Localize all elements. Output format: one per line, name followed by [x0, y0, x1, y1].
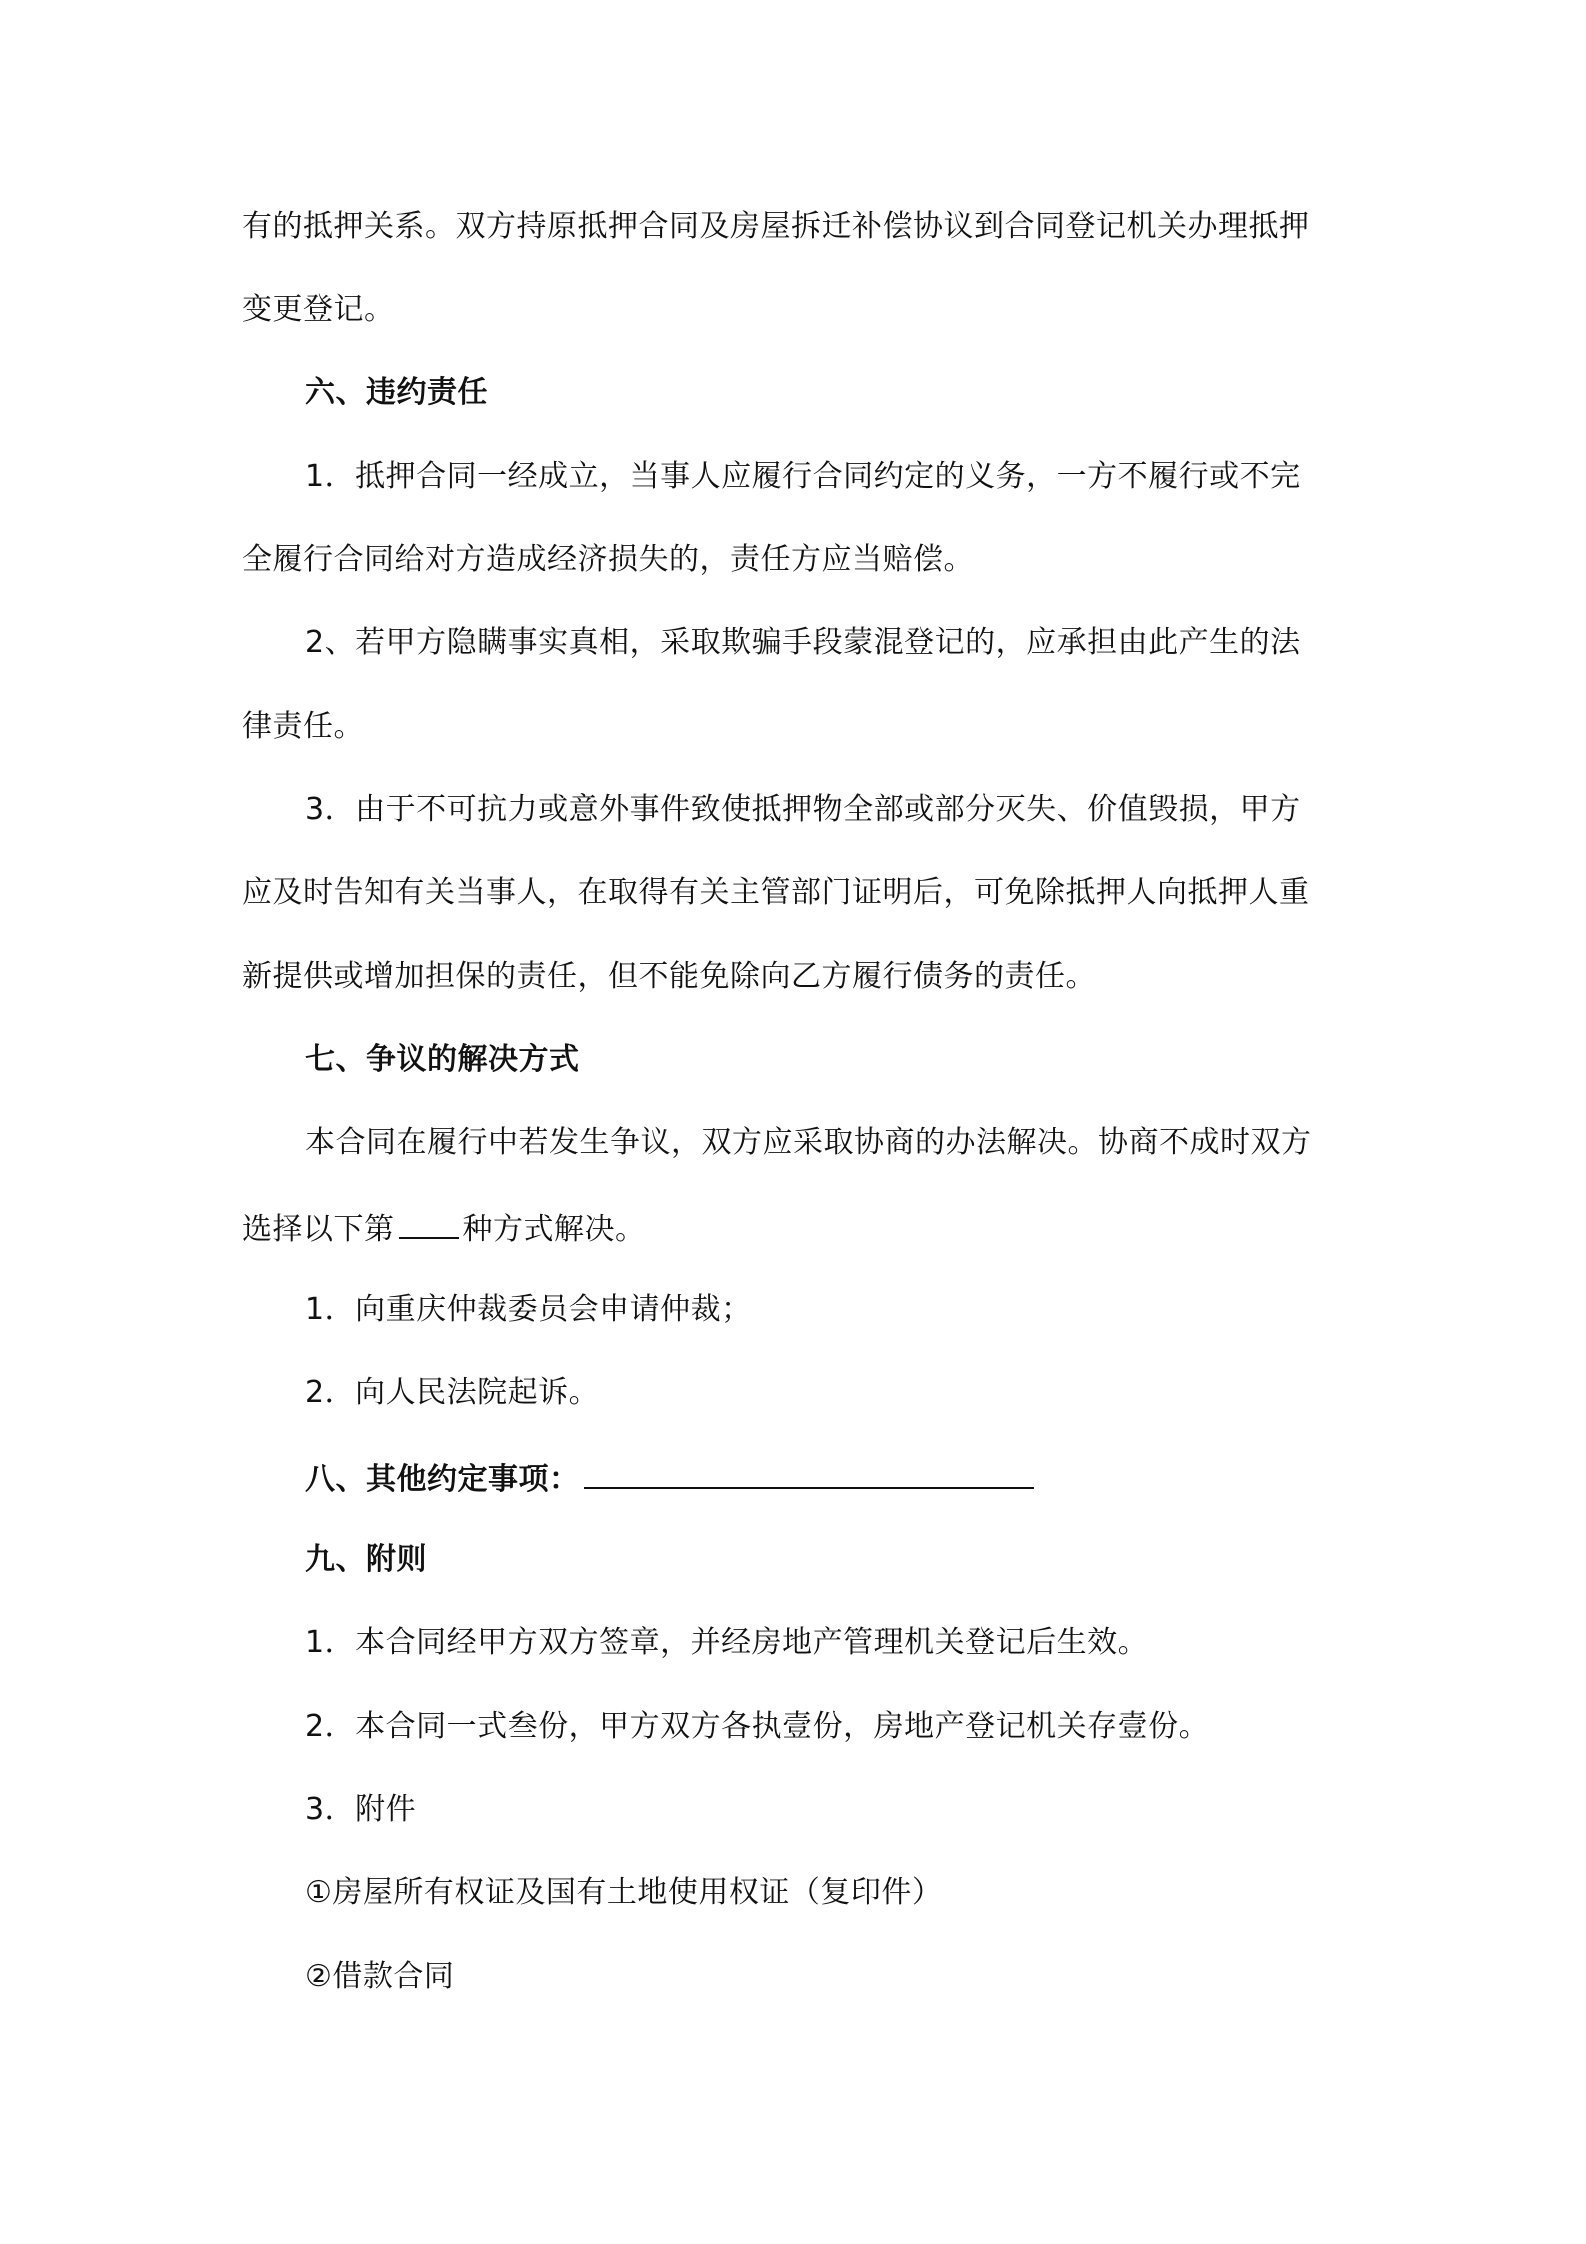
list-item: 2．向人民法院起诉。	[305, 1375, 600, 1410]
paragraph-line: 律责任。	[242, 709, 364, 744]
section-heading-dispute: 七、争议的解决方式	[305, 1042, 580, 1077]
section-heading-breach: 六、违约责任	[305, 375, 488, 410]
paragraph-line: 1．抵押合同一经成立，当事人应履行合同约定的义务，一方不履行或不完	[305, 459, 1301, 494]
list-item: ①房屋所有权证及国有土地使用权证（复印件）	[305, 1875, 943, 1910]
list-item: 3．附件	[305, 1792, 417, 1827]
section-heading-appendix: 九、附则	[305, 1542, 427, 1577]
paragraph-line: 新提供或增加担保的责任，但不能免除向乙方履行债务的责任。	[242, 959, 1096, 994]
text-segment: 选择以下第	[242, 1212, 395, 1247]
list-item: 2．本合同一式叁份，甲方双方各执壹份，房地产登记机关存壹份。	[305, 1709, 1210, 1744]
paragraph-line: 2、若甲方隐瞒事实真相，采取欺骗手段蒙混登记的，应承担由此产生的法	[305, 625, 1301, 660]
fill-in-blank	[399, 1207, 459, 1239]
text-segment: 种方式解决。	[462, 1212, 646, 1247]
paragraph-line: 本合同在履行中若发生争议，双方应采取协商的办法解决。协商不成时双方	[305, 1125, 1312, 1160]
paragraph-line-with-blank	[242, 1207, 646, 1250]
paragraph-line: 3．由于不可抗力或意外事件致使抵押物全部或部分灭失、价值毁损，甲方	[305, 792, 1301, 827]
fill-in-blank	[584, 1457, 1034, 1489]
section-heading-other-terms	[305, 1457, 1034, 1500]
paragraph-line: 应及时告知有关当事人，在取得有关主管部门证明后，可免除抵押人向抵押人重	[242, 875, 1310, 910]
heading-text: 八、其他约定事项：	[305, 1462, 580, 1497]
paragraph-line: 全履行合同给对方造成经济损失的，责任方应当赔偿。	[242, 542, 974, 577]
list-item: 1．向重庆仲裁委员会申请仲裁；	[305, 1292, 752, 1327]
list-item: 1．本合同经甲方双方签章，并经房地产管理机关登记后生效。	[305, 1625, 1149, 1660]
list-item: ②借款合同	[305, 1959, 455, 1994]
paragraph-line: 有的抵押关系。双方持原抵押合同及房屋拆迁补偿协议到合同登记机关办理抵押	[242, 209, 1310, 244]
paragraph-line: 变更登记。	[242, 292, 395, 327]
